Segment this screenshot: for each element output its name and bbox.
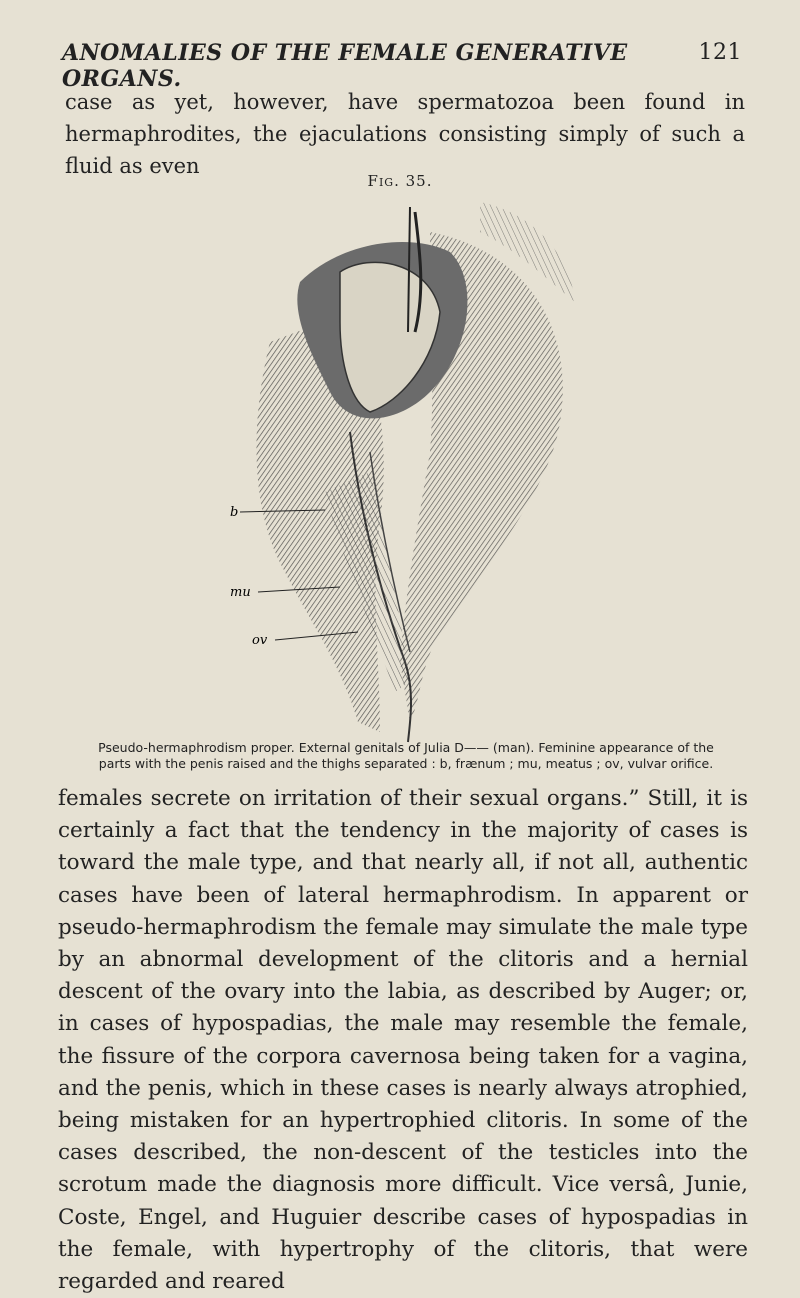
figure-caption xyxy=(78,740,734,772)
label-b: b xyxy=(230,505,239,520)
paragraph-top: case as yet, however, have spermatozoa been found in hermaphrodites, the ejaculations consisting simply of such a fluid as even xyxy=(65,90,745,178)
body-paragraph: females secrete on irritation of their sexual organs.” Still, it is certainly a fact that the tendency in the majority of cases is toward the male type, and that nearly all, if not all, authentic cases have been of lateral hermaphrodism. In apparent or pseudo-hermaphrodism the female may simulate the male type by an abnormal development of the clitoris and a hernial descent of the ovary into the labia, as described by Auger; or, in cases of hypospadias, the male may resemble the female, the fissure of the corpora cavernosa being taken for a vagina, and the penis, which in these cases is nearly always atrophied, being mistaken for an hypertrophied clitoris. In some of the cases described, the non-descent of the testicles into the scrotum made the diagnosis more difficult. Vice versâ, Junie, Coste, Engel, and Huguier describe cases of hypospadias in the female, with hypertrophy of the clitoris, that were regarded and reared xyxy=(58,786,748,1295)
label-mu: mu xyxy=(230,585,251,600)
caption-line-2: parts with the penis raised and the thighs separated : b, frænum ; mu, meatus ; ov, vulvar orifice. xyxy=(98,756,714,771)
label-ov: ov xyxy=(252,633,268,648)
engraving-drawing xyxy=(230,192,610,747)
page-number: 121 xyxy=(698,40,742,65)
figure-label: Fig. 35. xyxy=(367,172,433,190)
anatomical-illustration xyxy=(230,192,610,747)
caption-line-1: Pseudo-hermaphrodism proper. External genitals of Julia D—— (man). Feminine appearance of the xyxy=(98,740,714,755)
running-title: ANOMALIES OF THE FEMALE GENERATIVE ORGANS. xyxy=(62,40,628,92)
